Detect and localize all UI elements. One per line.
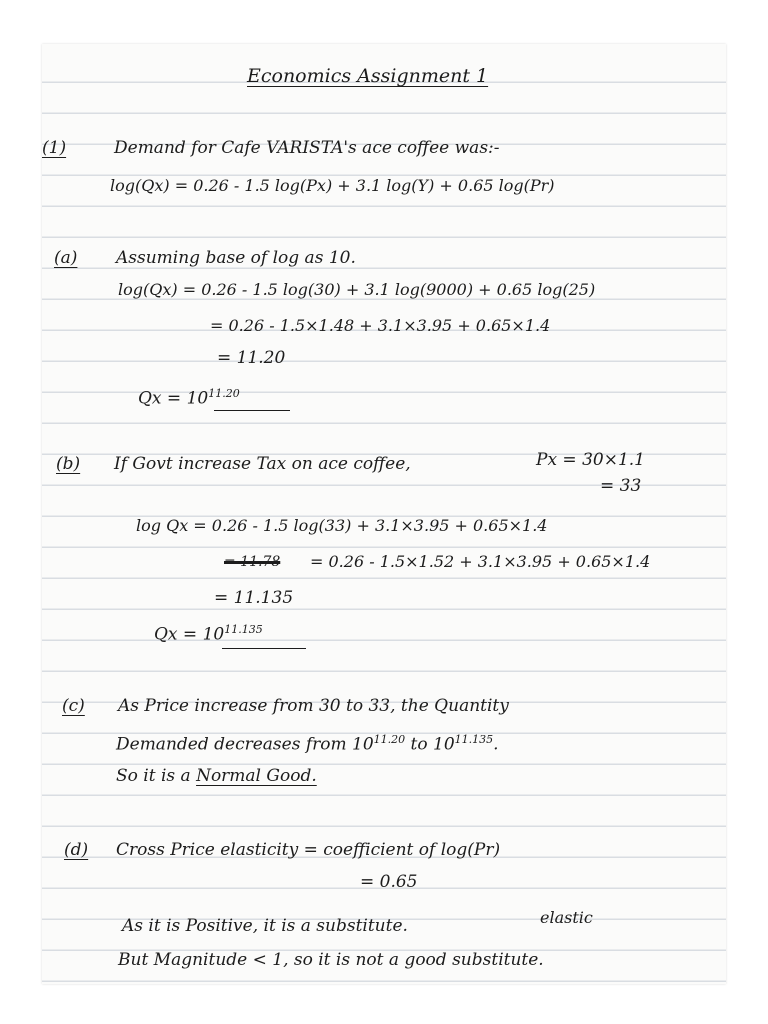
part-c-exponent-1: 11.20: [373, 733, 406, 746]
part-b-intro: If Govt increase Tax on ace coffee,: [114, 454, 411, 474]
page-title: Economics Assignment 1: [247, 65, 489, 87]
part-c-line-1: As Price increase from 30 to 33, the Quantity: [118, 696, 509, 716]
part-a-line-2: = 0.26 - 1.5×1.48 + 3.1×3.95 + 0.65×1.4: [210, 316, 551, 335]
part-a-result-base: Qx = 10: [138, 388, 209, 409]
part-b-px: Px = 30×1.1: [536, 450, 645, 470]
question-text: Demand for Cafe VARISTA's ace coffee was:-: [114, 138, 500, 158]
part-d-line-4: But Magnitude < 1, so it is not a good substitute.: [118, 950, 544, 970]
part-c-line-3: [116, 766, 317, 786]
part-a-intro: Assuming base of log as 10.: [116, 248, 356, 268]
part-a-result-underline: [214, 410, 290, 411]
part-d-line-2: = 0.65: [360, 872, 418, 892]
part-c-label: (c): [62, 696, 85, 716]
part-a-line-1: log(Qx) = 0.26 - 1.5 log(30) + 3.1 log(9000) + 0.65 log(25): [118, 280, 596, 299]
part-b-result: [154, 620, 263, 645]
part-b-line-3: = 11.135: [214, 588, 294, 608]
part-b-line-1: log Qx = 0.26 - 1.5 log(33) + 3.1×3.95 + 0.65×1.4: [136, 516, 548, 535]
part-b-result-exponent: 11.135: [224, 623, 263, 636]
part-d-line-1: Cross Price elasticity = coefficient of log(Pr): [116, 840, 501, 860]
part-a-label: (a): [54, 248, 78, 268]
part-b-result-base: Qx = 10: [154, 624, 225, 645]
part-c-line-3-start: So it is a: [116, 766, 197, 786]
part-c-line-2-mid: to 10: [405, 734, 455, 755]
part-c-line-2-start: Demanded decreases from 10: [116, 734, 374, 755]
part-d-insert-elastic: elastic: [540, 908, 593, 927]
normal-good-phrase: Normal Good.: [196, 766, 317, 786]
notebook-page: [42, 44, 726, 984]
part-b-result-underline: [222, 648, 306, 649]
part-b-px-result: = 33: [600, 476, 642, 496]
part-b-line-2: = 0.26 - 1.5×1.52 + 3.1×3.95 + 0.65×1.4: [310, 552, 651, 571]
part-a-line-3: = 11.20: [217, 348, 286, 368]
part-a-result: [138, 384, 240, 409]
demand-equation: log(Qx) = 0.26 - 1.5 log(Px) + 3.1 log(Y) + 0.65 log(Pr): [110, 176, 555, 195]
part-a-result-exponent: 11.20: [208, 387, 240, 400]
question-number-1: (1): [42, 138, 67, 158]
part-b-label: (b): [56, 454, 81, 474]
part-d-label: (d): [64, 840, 89, 860]
part-d-line-3: As it is Positive, it is a substitute.: [122, 916, 408, 936]
part-c-line-2: [116, 730, 499, 755]
part-c-exponent-2: 11.135: [454, 733, 494, 746]
part-b-struck-value: = 11.78: [224, 554, 281, 570]
part-c-line-2-end: .: [493, 734, 499, 755]
